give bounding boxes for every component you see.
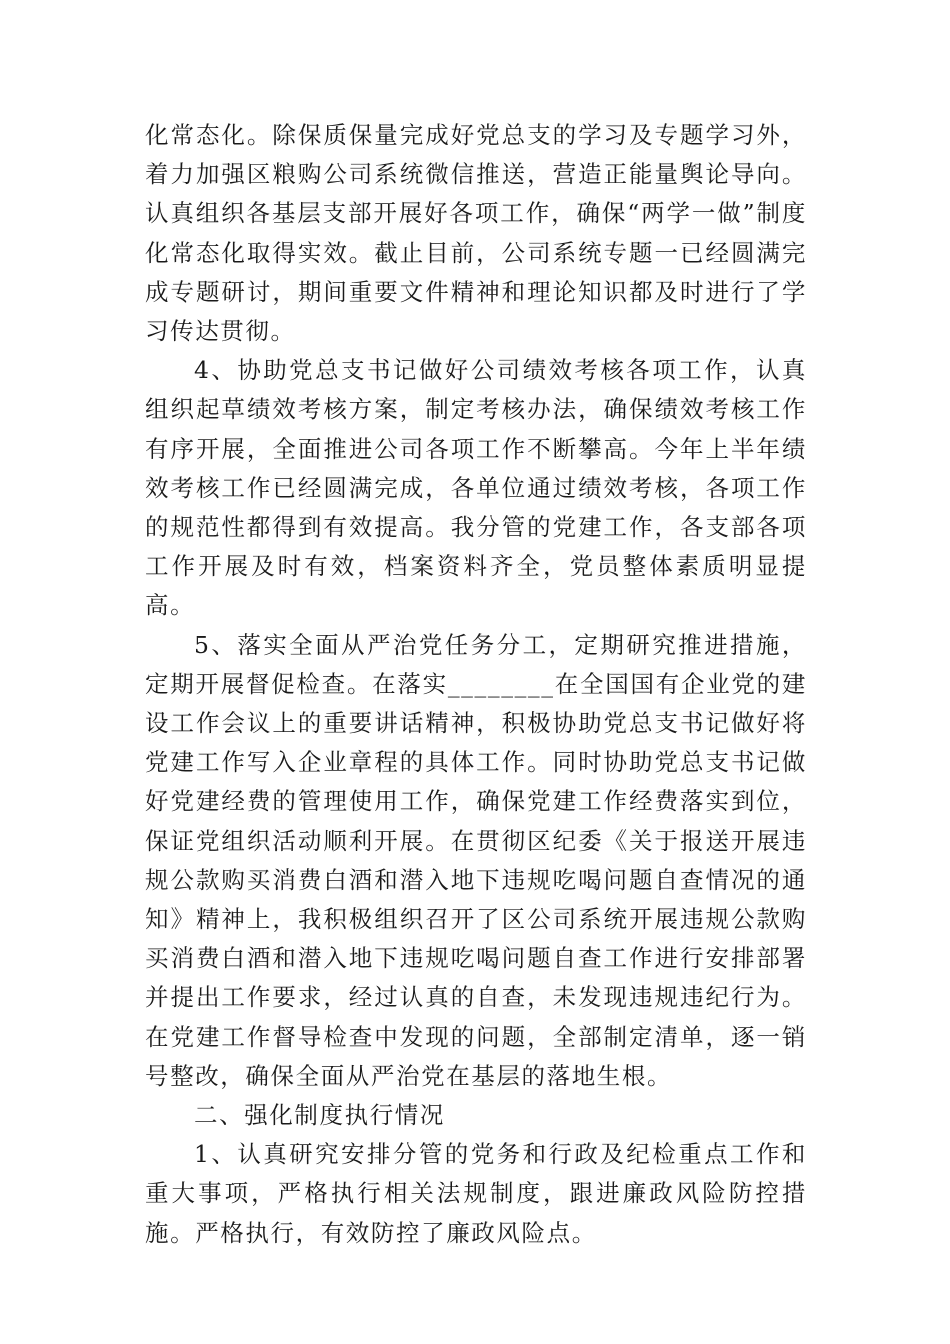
document-page: [145, 116, 807, 1253]
section-heading-2: 二、强化制度执行情况: [194, 1101, 445, 1130]
paragraph-item-1: 1、认真研究安排分管的党务和行政及纪检重点工作和重大事项，严格执行相关法规制度，跟进廉政风险防控措施。严格执行，有效防控了廉政风险点。: [145, 1140, 807, 1247]
paragraph-continuation: 化常态化。除保质保量完成好党总支的学习及专题学习外，着力加强区粮购公司系统微信推送，营造正能量舆论导向。认真组织各基层支部开展好各项工作，确保“两学一做”制度化常态化取得实效。截止目前，公司系统专题一已经圆满完成专题研讨，期间重要文件精神和理论知识都及时进行了学习传达贯彻。: [145, 121, 807, 346]
paragraph-item-5: 5、落实全面从严治党任务分工，定期研究推进措施，定期开展督促检查。在落实________在全国国有企业党的建设工作会议上的重要讲话精神，积极协助党总支书记做好将党建工作写入企业章程的具体工作。同时协助党总支书记做好党建经费的管理使用工作，确保党建工作经费落实到位，保证党组织活动顺利开展。在贯彻区纪委《关于报送开展违规公款购买消费白酒和潜入地下违规吃喝问题自查情况的通知》精神上，我积极组织召开了区公司系统开展违规公款购买消费白酒和潜入地下违规吃喝问题自查工作进行安排部署并提出工作要求，经过认真的自查，未发现违规违纪行为。在党建工作督导检查中发现的问题，全部制定清单，逐一销号整改，确保全面从严治党在基层的落地生根。: [145, 630, 807, 1090]
paragraph-item-4: 4、协助党总支书记做好公司绩效考核各项工作，认真组织起草绩效考核方案，制定考核办法，确保绩效考核工作有序开展，全面推进公司各项工作不断攀高。今年上半年绩效考核工作已经圆满完成，各单位通过绩效考核，各项工作的规范性都得到有效提高。我分管的党建工作，各支部各项工作开展及时有效，档案资料齐全，党员整体素质明显提高。: [145, 356, 807, 620]
